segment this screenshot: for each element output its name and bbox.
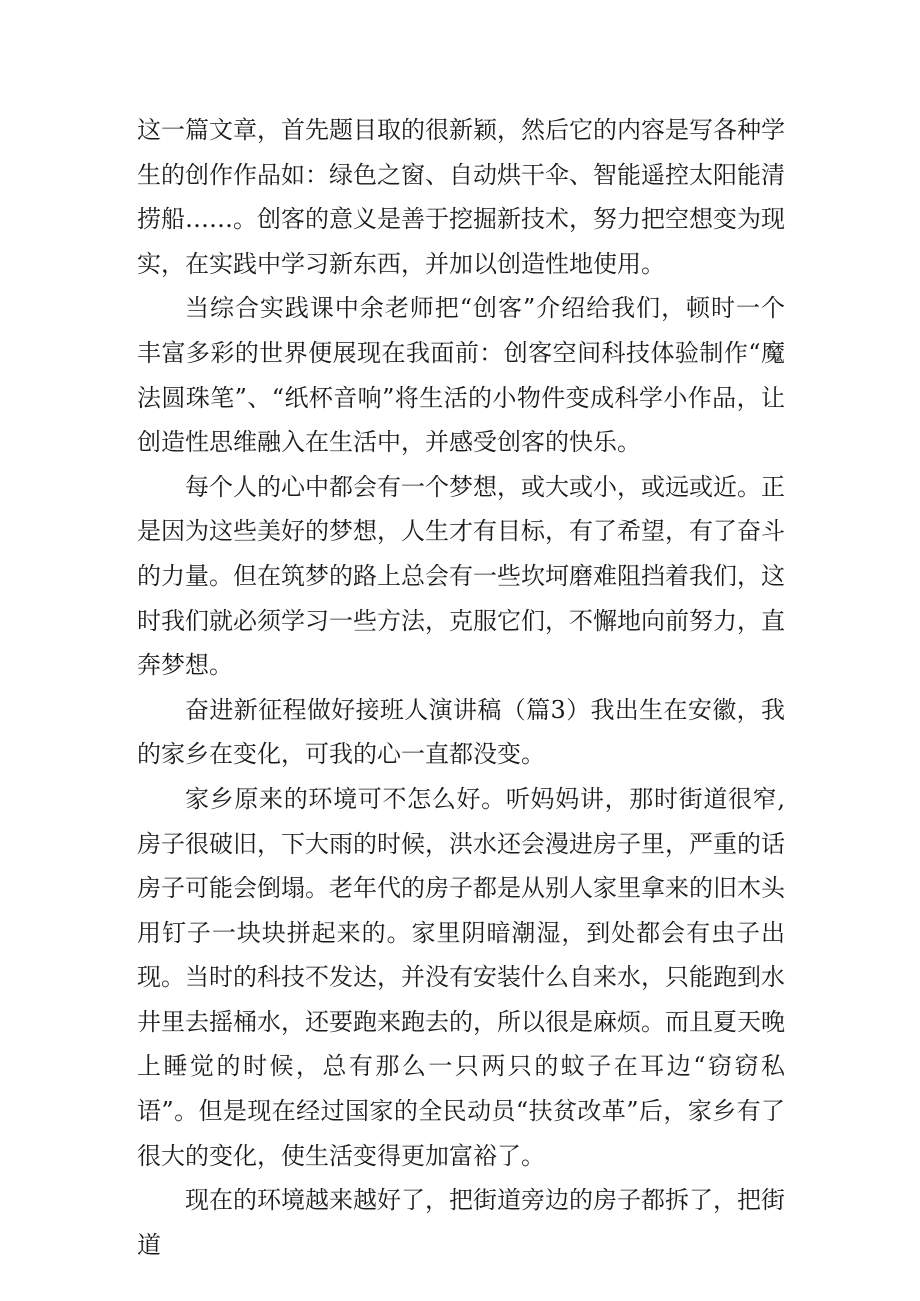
paragraph-2: 当综合实践课中余老师把“创客”介绍给我们，顿时一个丰富多彩的世界便展现在我面前：创客空间科技体验制作“魔法圆珠笔”、“纸杯音响”将生活的小物件变成科学小作品，让创造性思维融入在生活中，并感受创客的快乐。 [137, 294, 785, 457]
paragraph-6: 现在的环境越来越好了，把街道旁边的房子都拆了，把街道 [137, 1186, 785, 1259]
paragraph-1: 这一篇文章，首先题目取的很新颖，然后它的内容是写各种学生的创作作品如：绿色之窗、自动烘干伞、智能遥控太阳能清捞船……。创客的意义是善于挖掘新技术，努力把空想变为现实，在实践中学习新东西，并加以创造性地使用。 [137, 116, 785, 278]
paragraph-5: 家乡原来的环境可不怎么好。听妈妈讲，那时街道很窄,房子很破旧，下大雨的时候，洪水还会漫进房子里，严重的话房子可能会倒塌。老年代的房子都是从别人家里拿来的旧木头用钉子一块块拼起来的。家里阴暗潮湿，到处都会有虫子出现。当时的科技不发达，并没有安装什么自来水，只能跑到水井里去摇桶水，还要跑来跑去的，所以很是麻烦。而且夏天晚上睡觉的时候，总有那么一只两只的蚊子在耳边“窃窃私语”。但是现在经过国家的全民动员“扶贫改革”后，家乡有了很大的变化，使生活变得更加富裕了。 [137, 784, 785, 1170]
paragraph-4: 奋进新征程做好接班人演讲稿（篇3）我出生在安徽，我的家乡在变化，可我的心一直都没变。 [137, 695, 785, 769]
document-body [137, 108, 785, 1267]
paragraph-3: 每个人的心中都会有一个梦想，或大或小，或远或近。正是因为这些美好的梦想，人生才有目标，有了希望，有了奋斗的力量。但在筑梦的路上总会有一些坎坷磨难阻挡着我们，这时我们就必须学习一些方法，克服它们，不懈地向前努力，直奔梦想。 [137, 472, 785, 680]
